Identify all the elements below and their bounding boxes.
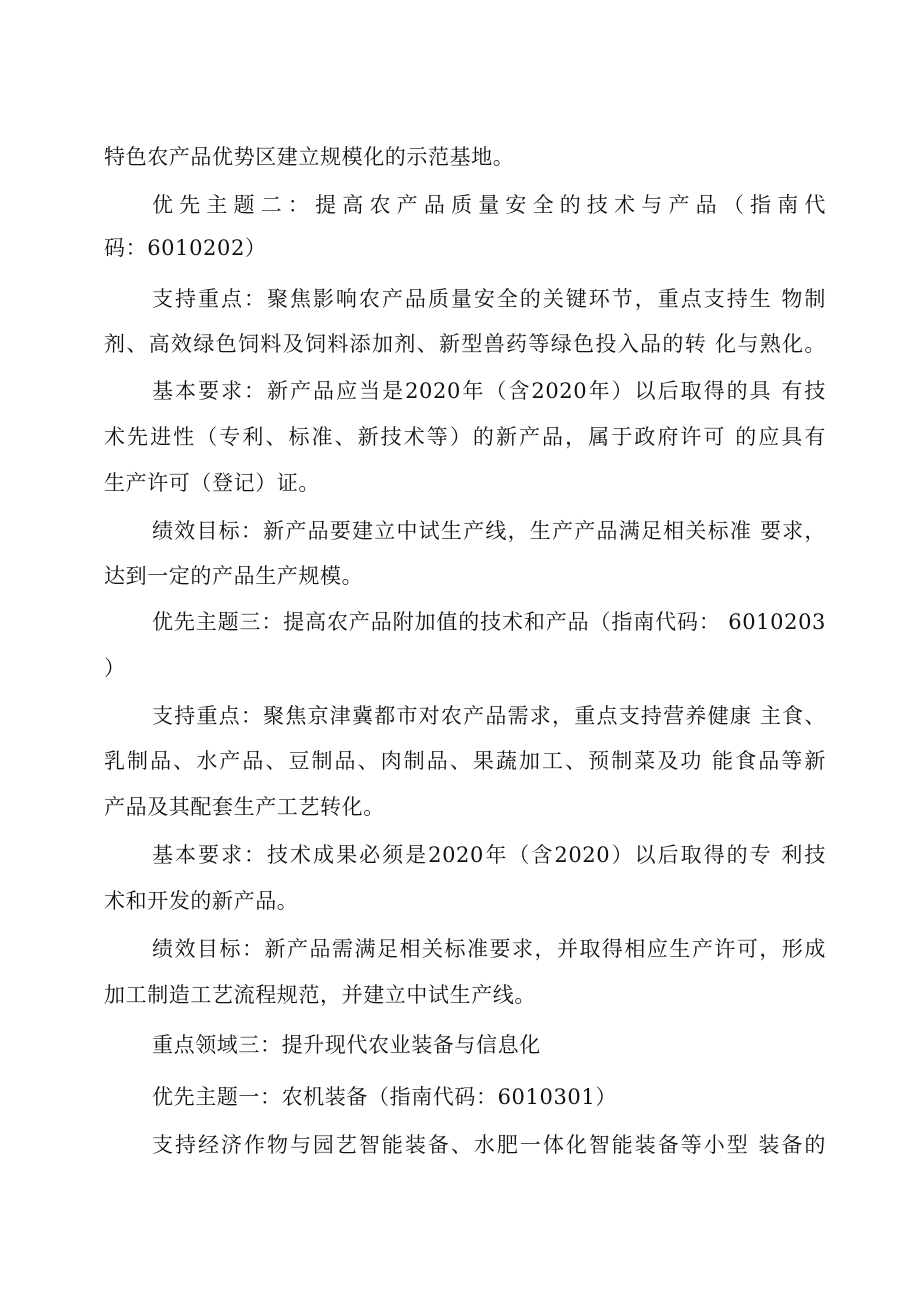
text-line: 加工制造工艺流程规范，并建立中试生产线。 bbox=[104, 983, 536, 1007]
section-heading: 优先主题二：提高农产品质量安全的技术与产品（指南代 bbox=[152, 193, 826, 217]
text-line: 术和开发的新产品。 bbox=[104, 889, 299, 913]
paragraph-line: 绩效目标：新产品要建立中试生产线，生产产品满足相关标准 要求， bbox=[152, 519, 826, 543]
paragraph-line: 支持经济作物与园艺智能装备、水肥一体化智能装备等小型 装备的 bbox=[152, 1133, 826, 1157]
paragraph-line: 支持重点：聚焦京津冀都市对农产品需求，重点支持营养健康 主食、 bbox=[152, 704, 826, 728]
text-line: 码：6010202） bbox=[104, 236, 267, 260]
text-line: 特色农产品优势区建立规模化的示范基地。 bbox=[104, 145, 515, 169]
text-line: 术先进性（专利、标准、新技术等）的新产品，属于政府许可 的应具有 bbox=[104, 425, 826, 449]
section-heading: 优先主题一：农机装备（指南代码：6010301） bbox=[152, 1085, 617, 1109]
section-heading: 优先主题三：提高农产品附加值的技术和产品（指南代码： 6010203 bbox=[152, 610, 826, 634]
text-line: 剂、高效绿色饲料及饲料添加剂、新型兽药等绿色投入品的转 化与熟化。 bbox=[104, 332, 826, 356]
text-line: 生产许可（登记）证。 bbox=[104, 471, 320, 495]
text-line: ） bbox=[104, 656, 126, 680]
text-line: 产品及其配套生产工艺转化。 bbox=[104, 795, 385, 819]
section-heading: 重点领域三：提升现代农业装备与信息化 bbox=[152, 1033, 541, 1057]
text-line: 达到一定的产品生产规模。 bbox=[104, 564, 364, 588]
paragraph-line: 基本要求：技术成果必须是2020年（含2020）以后取得的专 利技 bbox=[152, 843, 826, 867]
paragraph-line: 绩效目标：新产品需满足相关标准要求，并取得相应生产许可，形成 bbox=[152, 937, 826, 961]
paragraph-line: 基本要求：新产品应当是2020年（含2020年）以后取得的具 有技 bbox=[152, 379, 826, 403]
text-line: 乳制品、水产品、豆制品、肉制品、果蔬加工、预制菜及功 能食品等新 bbox=[104, 749, 826, 773]
paragraph-line: 支持重点：聚焦影响农产品质量安全的关键环节，重点支持生 物制 bbox=[152, 287, 826, 311]
